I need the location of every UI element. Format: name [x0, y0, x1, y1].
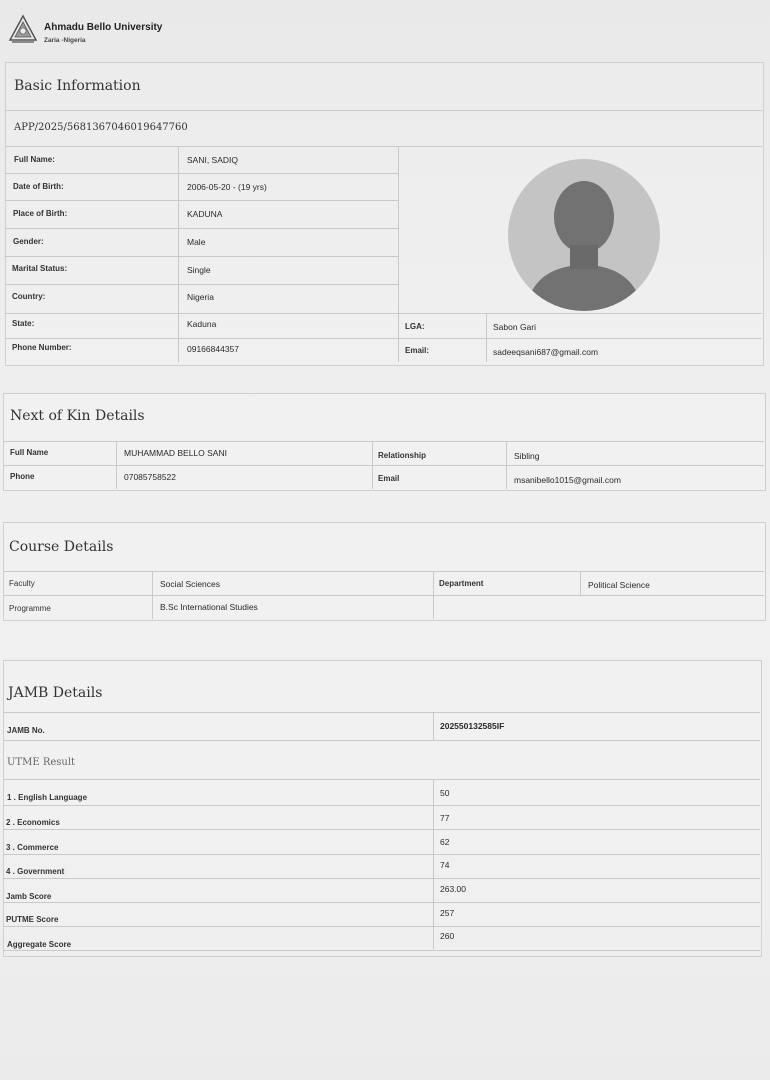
department-label: Department — [439, 579, 484, 588]
marital-status-value: Single — [187, 265, 211, 275]
result-value: 257 — [440, 908, 455, 918]
result-label: 1 . English Language — [7, 793, 88, 802]
university-logo-icon — [8, 14, 38, 44]
profile-photo-placeholder — [506, 159, 662, 311]
gender-label: Gender: — [13, 237, 44, 246]
country-label: Country: — [12, 292, 46, 301]
country-value: Nigeria — [187, 292, 214, 302]
jamb-no-label: JAMB No. — [7, 726, 45, 735]
jamb-no-value: 202550132585IF — [440, 721, 505, 731]
utme-result-title: UTME Result — [7, 757, 76, 768]
result-label: PUTME Score — [6, 915, 59, 924]
result-label: 4 . Government — [6, 867, 65, 876]
kin-full-name-value: MUHAMMAD BELLO SANI — [124, 448, 227, 458]
lga-value: Sabon Gari — [493, 322, 536, 332]
marital-status-label: Marital Status: — [12, 264, 68, 273]
dob-label: Date of Birth: — [13, 182, 64, 191]
result-value: 50 — [440, 788, 450, 798]
kin-relationship-label: Relationship — [378, 451, 427, 460]
state-label: State: — [12, 319, 35, 328]
state-value: Kaduna — [187, 319, 217, 329]
email-label: Email: — [405, 346, 430, 355]
programme-label: Programme — [9, 604, 51, 613]
jamb-details-panel — [3, 660, 762, 957]
result-value: 62 — [440, 837, 450, 847]
university-location: Zaria -Nigeria — [44, 37, 86, 44]
gender-value: Male — [187, 237, 206, 247]
result-value: 77 — [440, 813, 450, 823]
kin-phone-value: 07085758522 — [124, 472, 177, 482]
programme-value: B.Sc International Studies — [160, 602, 258, 612]
phone-number-label: Phone Number: — [12, 343, 72, 352]
dob-value: 2006-05-20 - (19 yrs) — [187, 182, 267, 192]
email-value: sadeeqsani687@gmail.com — [493, 347, 599, 357]
kin-phone-label: Phone — [10, 472, 35, 481]
result-label: Aggregate Score — [7, 940, 72, 949]
phone-number-value: 09166844357 — [187, 344, 240, 354]
kin-full-name-label: Full Name — [10, 448, 49, 457]
lga-label: LGA: — [405, 322, 425, 331]
result-value: 263.00 — [440, 884, 466, 894]
result-label: Jamb Score — [6, 892, 52, 901]
application-number: APP/2025/5681367046019647760 — [14, 122, 188, 133]
result-label: 2 . Economics — [6, 818, 60, 827]
result-label: 3 . Commerce — [6, 843, 59, 852]
place-of-birth-label: Place of Birth: — [13, 209, 68, 218]
department-value: Political Science — [588, 580, 650, 590]
kin-email-value: msanibello1015@gmail.com — [514, 475, 621, 485]
next-of-kin-title: Next of Kin Details — [10, 408, 145, 424]
kin-email-label: Email — [378, 474, 400, 483]
kin-relationship-value: Sibling — [514, 451, 540, 461]
jamb-details-title: JAMB Details — [8, 685, 103, 701]
result-value: 260 — [440, 931, 455, 941]
university-name: Ahmadu Bello University — [44, 22, 163, 33]
faculty-value: Social Sciences — [160, 579, 221, 589]
full-name-label: Full Name: — [14, 155, 55, 164]
full-name-value: SANI, SADIQ — [187, 155, 239, 165]
place-of-birth-value: KADUNA — [187, 209, 223, 219]
course-details-title: Course Details — [9, 539, 114, 555]
result-value: 74 — [440, 860, 450, 870]
basic-info-title: Basic Information — [14, 78, 141, 94]
faculty-label: Faculty — [9, 579, 35, 588]
